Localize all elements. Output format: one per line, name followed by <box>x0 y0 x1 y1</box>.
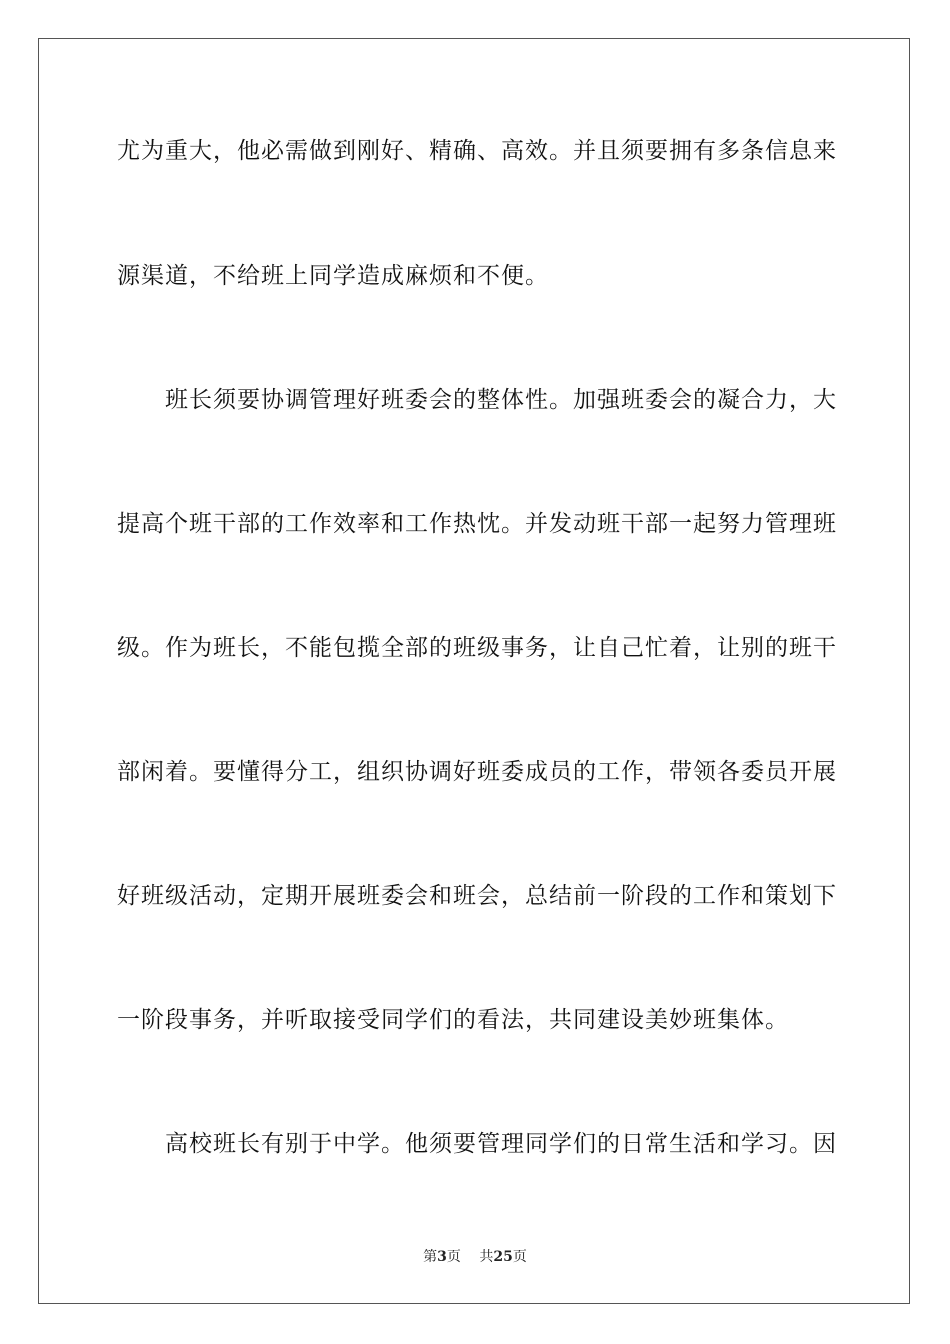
footer-page-prefix: 第 <box>423 1249 438 1265</box>
text-line: 提高个班干部的工作效率和工作热忱。并发动班干部一起努力管理班 <box>117 511 837 537</box>
page-border <box>38 38 910 1304</box>
page-footer <box>0 1248 950 1266</box>
text-line: 好班级活动，定期开展班委会和班会，总结前一阶段的工作和策划下 <box>117 883 837 909</box>
total-pages-number: 25 <box>493 1249 513 1265</box>
paragraph-start-line: 班长须要协调管理好班委会的整体性。加强班委会的凝合力，大 <box>117 387 837 413</box>
text-line: 级。作为班长，不能包揽全部的班级事务，让自己忙着，让别的班干 <box>117 635 837 661</box>
text-line: 尤为重大，他必需做到刚好、精确、高效。并且须要拥有多条信息来 <box>117 138 837 164</box>
text-line: 一阶段事务，并听取接受同学们的看法，共同建设美妙班集体。 <box>117 1007 789 1033</box>
footer-total-suffix: 页 <box>512 1249 527 1265</box>
text-line: 部闲着。要懂得分工，组织协调好班委成员的工作，带领各委员开展 <box>117 759 837 785</box>
text-line: 源渠道，不给班上同学造成麻烦和不便。 <box>117 263 549 289</box>
paragraph-start-line: 高校班长有别于中学。他须要管理同学们的日常生活和学习。因 <box>117 1131 837 1157</box>
current-page-number: 3 <box>437 1249 447 1265</box>
footer-page-suffix: 页 共 <box>446 1249 494 1265</box>
